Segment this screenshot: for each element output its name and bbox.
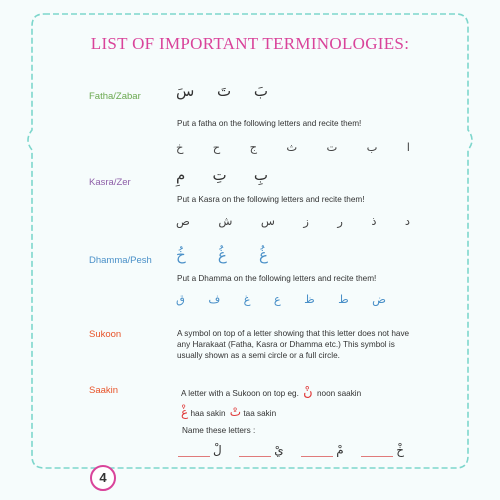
name-letter-blank [178, 443, 222, 457]
dhamma-practice-letters [176, 292, 386, 306]
dhamma-example-letter: غُ [217, 246, 227, 264]
taa-saakin-letter: تْ [229, 405, 242, 419]
practice-letter: ز [303, 214, 309, 228]
practice-letter: ض [372, 292, 386, 306]
practice-letter: ج [249, 140, 257, 154]
name-letter: خْ [396, 443, 404, 457]
practice-letter: خ [176, 140, 184, 154]
name-letter-blank [361, 443, 404, 457]
answer-line[interactable] [301, 456, 333, 457]
practice-letter: ب [366, 140, 378, 154]
dhamma-example-letter: غُ [259, 246, 268, 264]
fatha-example-letter: بَ [253, 82, 268, 100]
kasra-instruction: Put a Kasra on the following letters and recite them! [177, 195, 365, 204]
saakin-line-1 [181, 385, 361, 400]
fatha-example-letter: سَ [176, 82, 195, 100]
name-prompt: Name these letters : [182, 426, 256, 435]
kasra-example-letter: مِ [176, 166, 186, 184]
noon-saakin-label: noon saakin [317, 389, 362, 398]
fatha-example-letter: تَ [217, 82, 232, 100]
practice-letter: ث [286, 140, 298, 154]
practice-letter: ر [337, 214, 343, 228]
term-fatha: Fatha/Zabar [89, 91, 141, 102]
fatha-practice-letters [176, 140, 410, 154]
haa-saakin-letter: غْ [181, 405, 189, 419]
dhamma-instruction: Put a Dhamma on the following letters and recite them! [177, 274, 377, 283]
kasra-examples [176, 166, 268, 184]
name-letter: مْ [336, 443, 344, 457]
term-kasra: Kasra/Zer [89, 177, 131, 188]
page-number-badge: 4 [90, 465, 116, 491]
practice-letter: ع [273, 292, 281, 306]
practice-letter: ط [338, 292, 349, 306]
practice-letter: د [404, 214, 410, 228]
saakin-definition: A letter with a Sukoon on top eg. [181, 389, 299, 398]
practice-letter: ص [176, 214, 190, 228]
practice-letter: ف [208, 292, 221, 306]
practice-letter: ظ [304, 292, 315, 306]
sukoon-description: A symbol on top of a letter showing that this letter does not have any Harakaat (Fatha, Kasra or Dhamma etc.) This symbol is usually shown as a semi circle or a full circle. [177, 329, 410, 360]
practice-letter: ذ [371, 214, 377, 228]
kasra-practice-letters [176, 214, 410, 228]
saakin-line-2 [181, 405, 276, 419]
practice-letter: س [260, 214, 275, 228]
haa-saakin-label: haa sakin [190, 409, 226, 418]
practice-letter: ح [212, 140, 221, 154]
term-dhamma: Dhamma/Pesh [89, 255, 152, 266]
practice-letter: ت [326, 140, 338, 154]
practice-letter: ش [218, 214, 233, 228]
kasra-example-letter: تِ [212, 166, 227, 184]
noon-saakin-letter: نْ [303, 385, 313, 400]
practice-letter: ق [176, 292, 185, 306]
name-letter: يْ [274, 443, 284, 457]
answer-line[interactable] [239, 456, 271, 457]
dhamma-example-letter: خُ [176, 246, 186, 264]
name-letter-blank [239, 443, 283, 457]
page-title: LIST OF IMPORTANT TERMINOLOGIES: [90, 34, 410, 53]
answer-line[interactable] [178, 456, 210, 457]
practice-letter: غ [243, 292, 251, 306]
term-sukoon: Sukoon [89, 329, 122, 340]
kasra-example-letter: بِ [253, 166, 268, 184]
dhamma-examples [176, 246, 268, 264]
fatha-examples [176, 82, 268, 100]
name-letters-row [178, 443, 404, 457]
name-letter-blank [301, 443, 343, 457]
term-saakin: Saakin [89, 385, 119, 396]
taa-saakin-label: taa sakin [243, 409, 277, 418]
name-letter: لْ [213, 443, 222, 457]
fatha-instruction: Put a fatha on the following letters and recite them! [177, 119, 362, 128]
answer-line[interactable] [361, 456, 393, 457]
practice-letter: ا [406, 140, 410, 154]
